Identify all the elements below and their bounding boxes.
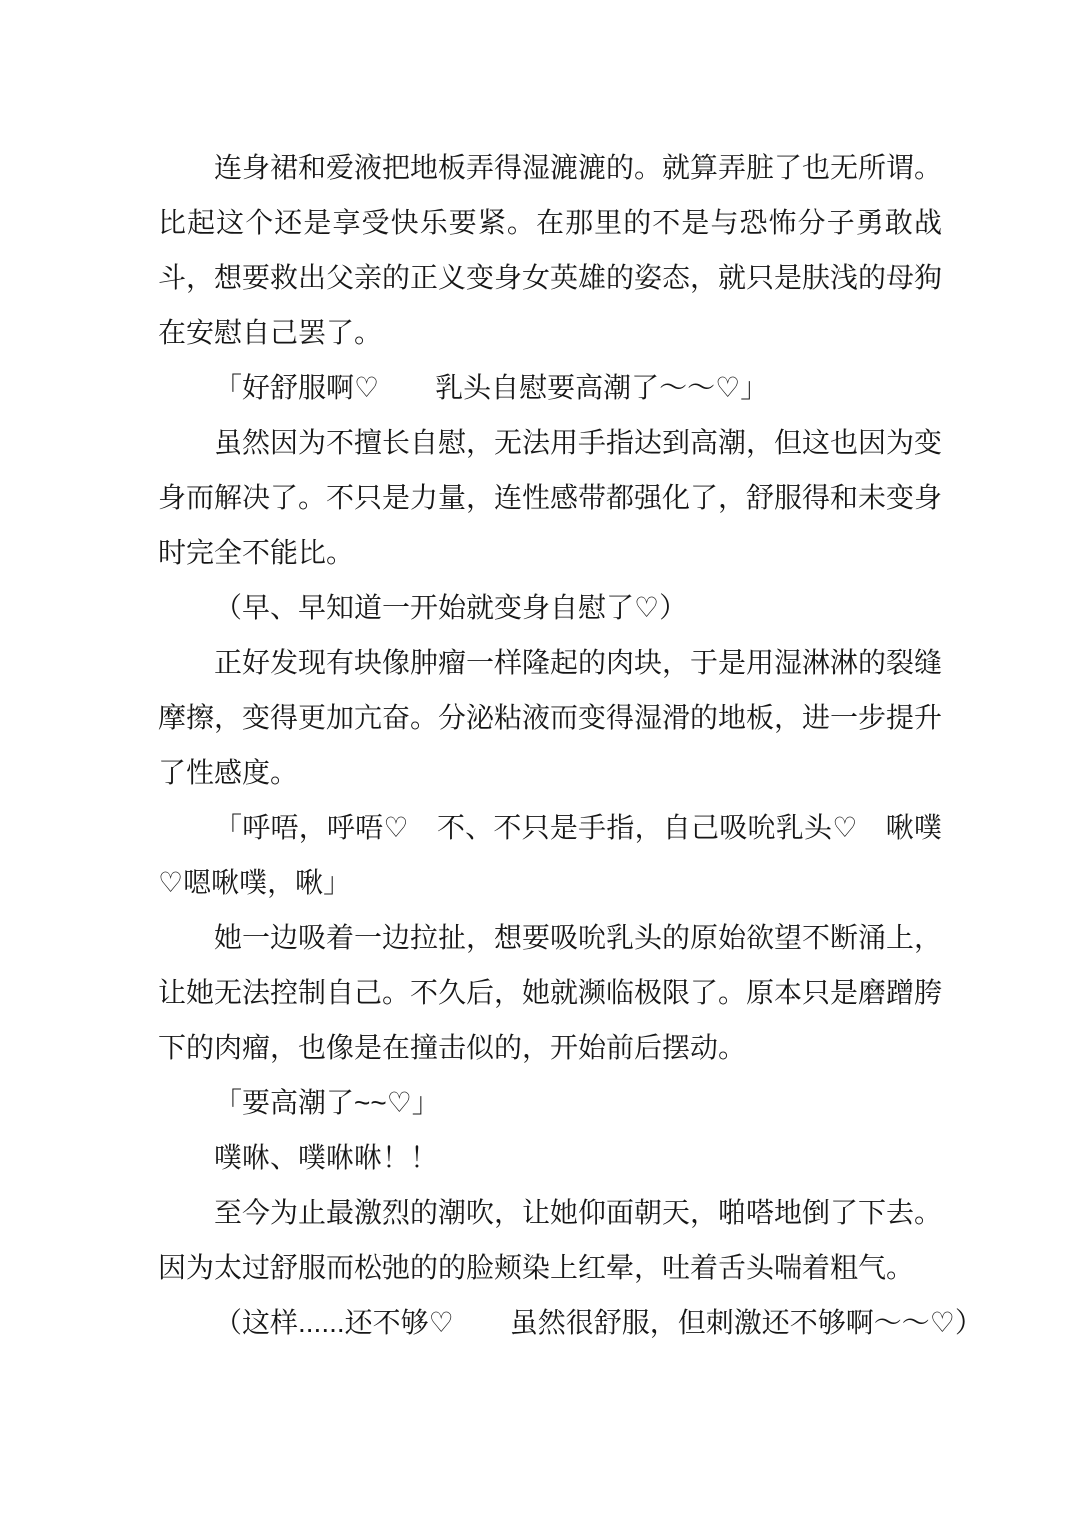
paragraph: 她一边吸着一边拉扯，想要吸吮乳头的原始欲望不断涌上，让她无法控制自己。不久后，她就濒临极限了。原本只是磨蹭胯下的肉瘤，也像是在撞击似的，开始前后摆动。 — [158, 922, 943, 1063]
paragraph: 连身裙和爱液把地板弄得湿漉漉的。就算弄脏了也无所谓。比起这个还是享受快乐要紧。在那里的不是与恐怖分子勇敢战斗，想要救出父亲的正义变身女英雄的姿态，就只是肤浅的母狗在安慰自己罢了。 — [158, 152, 943, 348]
paragraph: 正好发现有块像肿瘤一样隆起的肉块，于是用湿淋淋的裂缝摩擦，变得更加亢奋。分泌粘液而变得湿滑的地板，进一步提升了性感度。 — [158, 647, 943, 788]
thought-line: （早、早知道一开始就变身自慰了♡） — [214, 592, 688, 623]
dialogue-line: 「要高潮了~~♡」 — [214, 1087, 440, 1118]
paragraph: 至今为止最激烈的潮吹，让她仰面朝天，啪嗒地倒了下去。因为太过舒服而松弛的的脸颊染上红晕，吐着舌头喘着粗气。 — [158, 1197, 943, 1283]
sound-effect-line: 噗咻、噗咻咻！！ — [214, 1142, 439, 1173]
paragraph: 虽然因为不擅长自慰，无法用手指达到高潮，但这也因为变身而解决了。不只是力量，连性感带都强化了，舒服得和未变身时完全不能比。 — [158, 427, 943, 568]
dialogue-line: 「好舒服啊♡ 乳头自慰要高潮了～～♡」 — [214, 372, 769, 403]
dialogue-line: 「呼唔，呼唔♡ 不、不只是手指，自己吸吮乳头♡ 啾噗♡嗯啾噗，啾」 — [158, 812, 942, 898]
thought-line: （这样......还不够♡ 虽然很舒服，但刺激还不够啊～～♡） — [214, 1307, 983, 1338]
